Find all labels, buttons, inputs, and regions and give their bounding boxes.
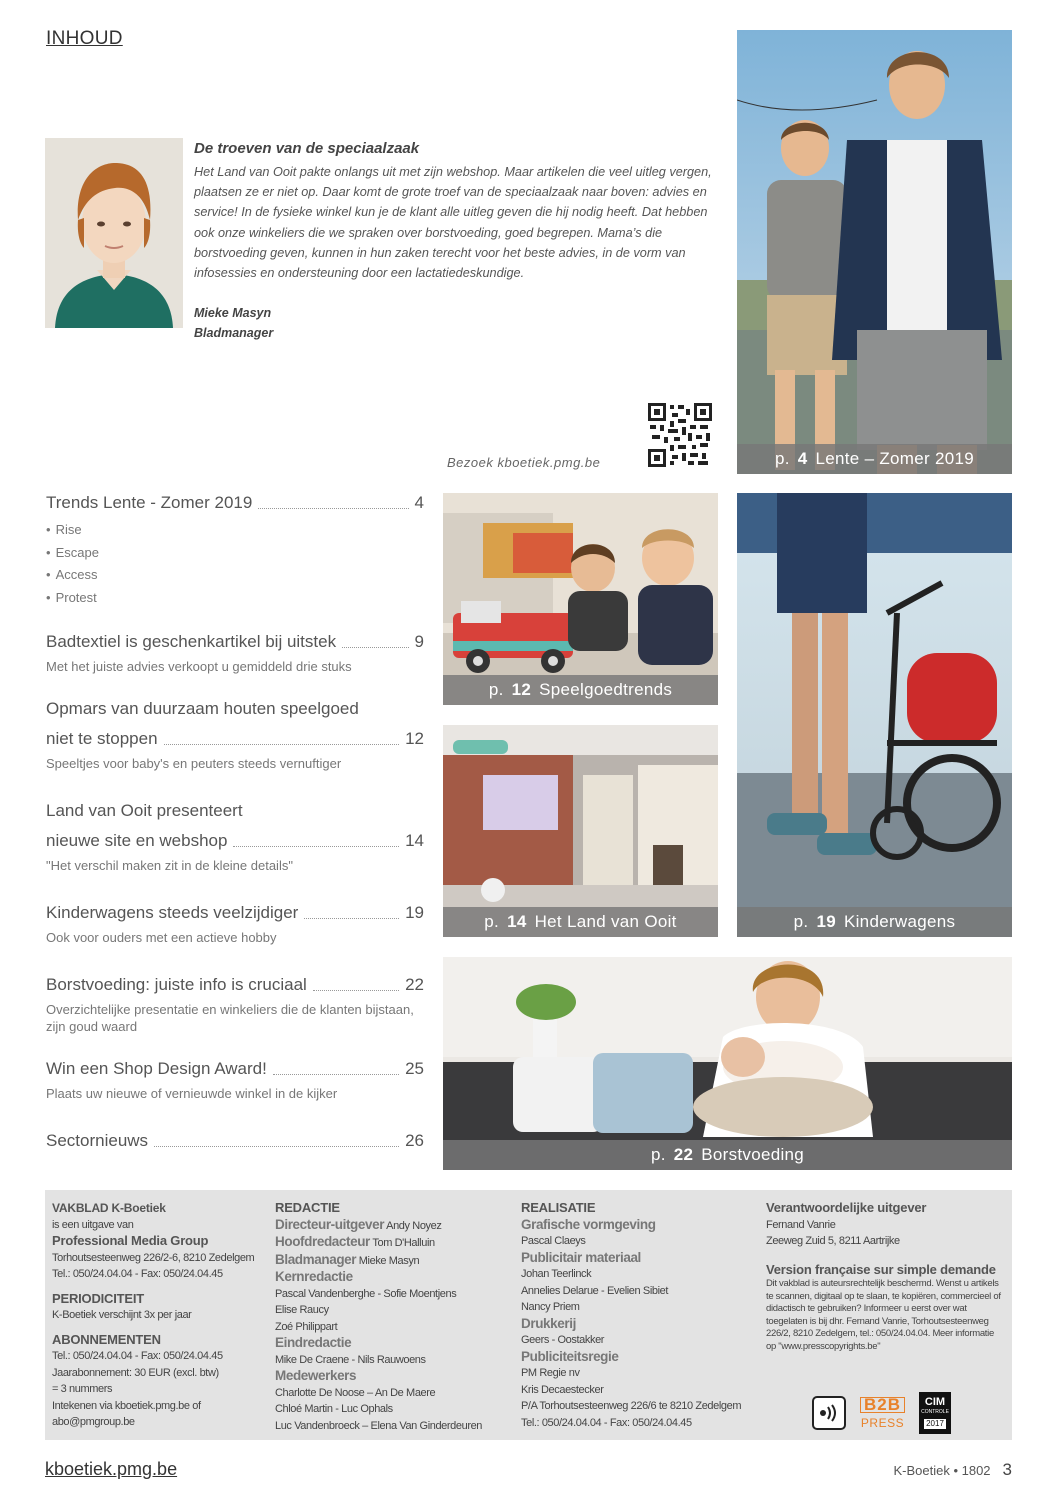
colophon-heading: PERIODICITEIT [52, 1290, 145, 1306]
colophon-role: Hoofdredacteur [275, 1234, 370, 1249]
toc-title: Badtextiel is geschenkartikel bij uitstek [46, 632, 337, 651]
colophon-name: Tel.: 050/24.04.04 - Fax: 050/24.04.45 [521, 1416, 692, 1429]
toc-item-kinderwagens[interactable] [46, 902, 424, 946]
colophon-col-verantwoordelijke [766, 1200, 1006, 1353]
press-logo-text: PRESS [860, 1415, 905, 1430]
caption-prefix: p. [774, 449, 790, 468]
colophon-name: Fernand Vanrie [766, 1218, 836, 1231]
colophon-name: PM Regie nv [521, 1367, 580, 1379]
colophon-role: Publicitair materiaal [521, 1249, 641, 1265]
colophon-role: Medewerkers [275, 1368, 357, 1383]
colophon-heading: REALISATIE [521, 1200, 596, 1215]
editorial-body: Het Land van Ooit pakte onlangs uit met zijn webshop. Maar artikelen die veel uitleg vergen, plaatsen ze er niet op. Daar komt de grote troef van de speciaalzaak naar boven: advies en service! In de fysieke winkel kun je de klant alle uitleg geven die hij nodig heeft. Dat hebben ook onze winkeliers die we spraken over borstvoeding, goed begrepen. Mama’s die borstvoeding geven, kunnen in hun zaken terecht voor het beste advies, in de vorm van infosessies en ondersteuning door een lactatiedeskundige. [194, 165, 712, 281]
toc-bullet: • Rise [46, 519, 424, 542]
toc-page: 14 [405, 831, 424, 850]
caption-page-number: 14 [507, 912, 527, 931]
toc-title-line1: Land van Ooit presenteert [46, 801, 243, 820]
toc-item-borstvoeding[interactable] [46, 974, 424, 1035]
caption-page-number: 4 [797, 449, 808, 468]
colophon-text: Jaarabonnement: 30 EUR (excl. btw) [52, 1366, 219, 1379]
toc-subtitle: Plaats uw nieuwe of vernieuwde winkel in de kijker [46, 1086, 338, 1101]
editorial [194, 140, 714, 343]
footer-issue-text: K-Boetiek • 1802 [893, 1463, 991, 1478]
colophon-name: Luc Vandenbroeck – Elena Van Ginderdeuren [275, 1419, 483, 1432]
colophon-role: Grafische vormgeving [521, 1216, 656, 1232]
colophon-name: Zeeweg Zuid 5, 8211 Aartrijke [766, 1235, 900, 1247]
qr-code-icon[interactable] [648, 403, 712, 467]
editorial-author: Mieke Masyn [194, 306, 272, 321]
colophon-text: Intekenen via kboetiek.pmg.be of abo@pmgroup.be [52, 1399, 201, 1428]
caption-text: Het Land van Ooit [534, 912, 677, 931]
colophon-text: Tel.: 050/24.04.04 - Fax: 050/24.04.45 [52, 1350, 223, 1362]
colophon-role: Directeur-uitgever [275, 1216, 385, 1232]
editorial-title: De troeven van de speciaalzaak [194, 140, 420, 157]
colophon-name: Andy Noyez [386, 1219, 442, 1232]
toc-subtitle: Overzichtelijke presentatie en winkeliers die de klanten bijstaan, zijn goud waard [46, 1002, 414, 1034]
caption-borstvoeding [443, 1140, 1012, 1170]
toc-item-sectornieuws[interactable] [46, 1130, 424, 1152]
cim-logo [919, 1392, 951, 1434]
toc-title: nieuwe site en webshop [46, 831, 228, 850]
colophon-name: Annelies Delarue - Evelien Sibiet [521, 1284, 668, 1297]
colophon-name: Tom D'Halluin [372, 1237, 435, 1249]
caption-page-number: 19 [816, 912, 836, 931]
toc-item-award[interactable] [46, 1058, 424, 1102]
toc-title: niet te stoppen [46, 729, 158, 748]
photo-lente-zomer[interactable] [737, 30, 1012, 474]
colophon-col-publisher [52, 1200, 272, 1431]
colophon-text: Tel.: 050/24.04.04 - Fax: 050/24.04.45 [52, 1268, 223, 1280]
caption-text: Lente – Zomer 2019 [815, 449, 975, 468]
editorial-role: Bladmanager [194, 326, 274, 341]
colophon-text: is een uitgave van [52, 1218, 134, 1231]
caption-speelgoedtrends [443, 675, 718, 705]
toc-page: 12 [405, 729, 424, 748]
b2b-press-logo [860, 1394, 905, 1430]
caption-page-number: 12 [511, 680, 532, 699]
b2b-logo-text: B2B [860, 1397, 905, 1413]
nfc-icon [812, 1396, 846, 1430]
colophon-logos [812, 1392, 951, 1434]
toc-title: Win een Shop Design Award! [46, 1059, 267, 1078]
colophon-name: Elise Raucy [275, 1304, 329, 1316]
toc-page: 22 [405, 975, 424, 994]
photo-speelgoedtrends[interactable] [443, 493, 718, 705]
cim-controle-text: CONTROLE [921, 1409, 949, 1415]
toc-page: 26 [405, 1131, 424, 1150]
colophon-heading: REDACTIE [275, 1200, 340, 1215]
photo-borstvoeding[interactable] [443, 957, 1012, 1170]
colophon-heading: ABONNEMENTEN [52, 1331, 161, 1347]
toc-title-line1: Opmars van duurzaam houten speelgoed [46, 699, 359, 718]
toc-item-badtextiel[interactable] [46, 631, 424, 675]
toc-page: 9 [414, 632, 424, 651]
colophon-name: Pascal Claeys [521, 1235, 586, 1247]
colophon-name: Geers - Oostakker [521, 1334, 605, 1346]
caption-text: Kinderwagens [843, 912, 956, 931]
section-title: INHOUD [46, 28, 123, 49]
caption-prefix: p. [793, 912, 809, 931]
colophon-name: Mike De Craene - Nils Rauwoens [275, 1353, 426, 1366]
colophon-col-redactie [275, 1200, 510, 1434]
colophon-name: P/A Torhoutsesteenweg 226/6 te 8210 Zedelgem [521, 1400, 742, 1412]
visit-website-text[interactable]: Bezoek kboetiek.pmg.be [447, 455, 601, 470]
colophon-role: Drukkerij [521, 1315, 576, 1331]
colophon-name: Mieke Masyn [358, 1254, 420, 1267]
toc-item-trends[interactable] [46, 492, 424, 609]
colophon-heading: Professional Media Group [52, 1233, 209, 1248]
colophon-col-realisatie [521, 1200, 761, 1431]
caption-prefix: p. [488, 680, 504, 699]
photo-kinderwagens[interactable] [737, 493, 1012, 937]
colophon-name: Nancy Priem [521, 1301, 580, 1313]
caption-prefix: p. [484, 912, 500, 931]
page-number: 3 [1002, 1460, 1012, 1479]
toc-bullets [46, 519, 424, 609]
colophon-role: Publiciteitsregie [521, 1348, 619, 1364]
colophon-heading: VAKBLAD K-Boetiek [52, 1201, 166, 1215]
toc-page: 19 [405, 903, 424, 922]
toc-item-houten-speelgoed[interactable] [46, 698, 424, 772]
cim-year-text: 2017 [926, 1419, 944, 1428]
colophon-role: Bladmanager [275, 1251, 357, 1267]
colophon-text: = 3 nummers [52, 1383, 113, 1395]
caption-text: Speelgoedtrends [539, 680, 673, 699]
colophon-name: Chloé Martin - Luc Ophals [275, 1403, 393, 1415]
colophon-text: K-Boetiek verschijnt 3x per jaar [52, 1309, 192, 1321]
toc-title: Kinderwagens steeds veelzijdiger [46, 903, 299, 922]
editorial-signature [194, 303, 714, 343]
toc-bullet: • Escape [46, 542, 424, 565]
caption-kinderwagens [737, 907, 1012, 937]
colophon-name: Pascal Vandenberghe - Sofie Moentjens [275, 1287, 457, 1300]
footer-issue [893, 1460, 1012, 1480]
toc-subtitle: Ook voor ouders met een actieve hobby [46, 930, 277, 945]
photo-land-van-ooit[interactable] [443, 725, 718, 937]
colophon-name: Kris Decaestecker [521, 1383, 604, 1396]
editor-portrait [45, 138, 183, 328]
caption-land-van-ooit [443, 907, 718, 937]
toc-title: Borstvoeding: juiste info is cruciaal [46, 975, 307, 994]
colophon-name: Charlotte De Noose – An De Maere [275, 1386, 436, 1399]
colophon-name: Johan Teerlinck [521, 1268, 592, 1280]
caption-page-number: 22 [673, 1145, 694, 1164]
footer-website-link[interactable]: kboetiek.pmg.be [45, 1459, 178, 1479]
colophon-name: Zoé Philippart [275, 1320, 338, 1333]
colophon-role: Kernredactie [275, 1269, 353, 1284]
toc-subtitle: Met het juiste advies verkoopt u gemiddeld drie stuks [46, 659, 352, 674]
toc-title: Sectornieuws [46, 1131, 149, 1150]
toc-page: 25 [405, 1059, 424, 1078]
caption-prefix: p. [650, 1145, 666, 1164]
colophon-heading: Version française sur simple demande [766, 1261, 996, 1277]
toc-item-land-van-ooit[interactable] [46, 800, 424, 874]
toc-title: Trends Lente - Zomer 2019 [46, 493, 253, 512]
toc-bullet: • Access [46, 564, 424, 587]
colophon-text: Torhoutsesteenweg 226/2-6, 8210 Zedelgem [52, 1251, 255, 1264]
caption-text: Borstvoeding [701, 1145, 805, 1164]
cim-logo-text: CIM [924, 1396, 946, 1408]
caption-lente-zomer [737, 444, 1012, 474]
toc-subtitle: "Het verschil maken zit in de kleine details" [46, 858, 293, 873]
toc-bullet: • Protest [46, 587, 424, 610]
colophon-role: Eindredactie [275, 1335, 352, 1350]
colophon-legal: Dit vakblad is auteursrechtelijk beschermd. Wenst u artikels te scannen, digitaal op te slaan, te kopiëren, commercieel of didactisch te gebruiken? Informeer u eerst over wat toegelaten is bij dhr. Fernand Vanrie, Torhoutsesteenweg 226/2, 8210 Zedelgem, tel.: 050/24.04.04. Meer informatie op "www.presscopyrights.be" [766, 1278, 1001, 1352]
toc-page: 4 [414, 493, 424, 512]
toc-subtitle: Speeltjes voor baby's en peuters steeds vernuftiger [46, 756, 342, 771]
colophon-heading: Verantwoordelijke uitgever [766, 1200, 927, 1215]
